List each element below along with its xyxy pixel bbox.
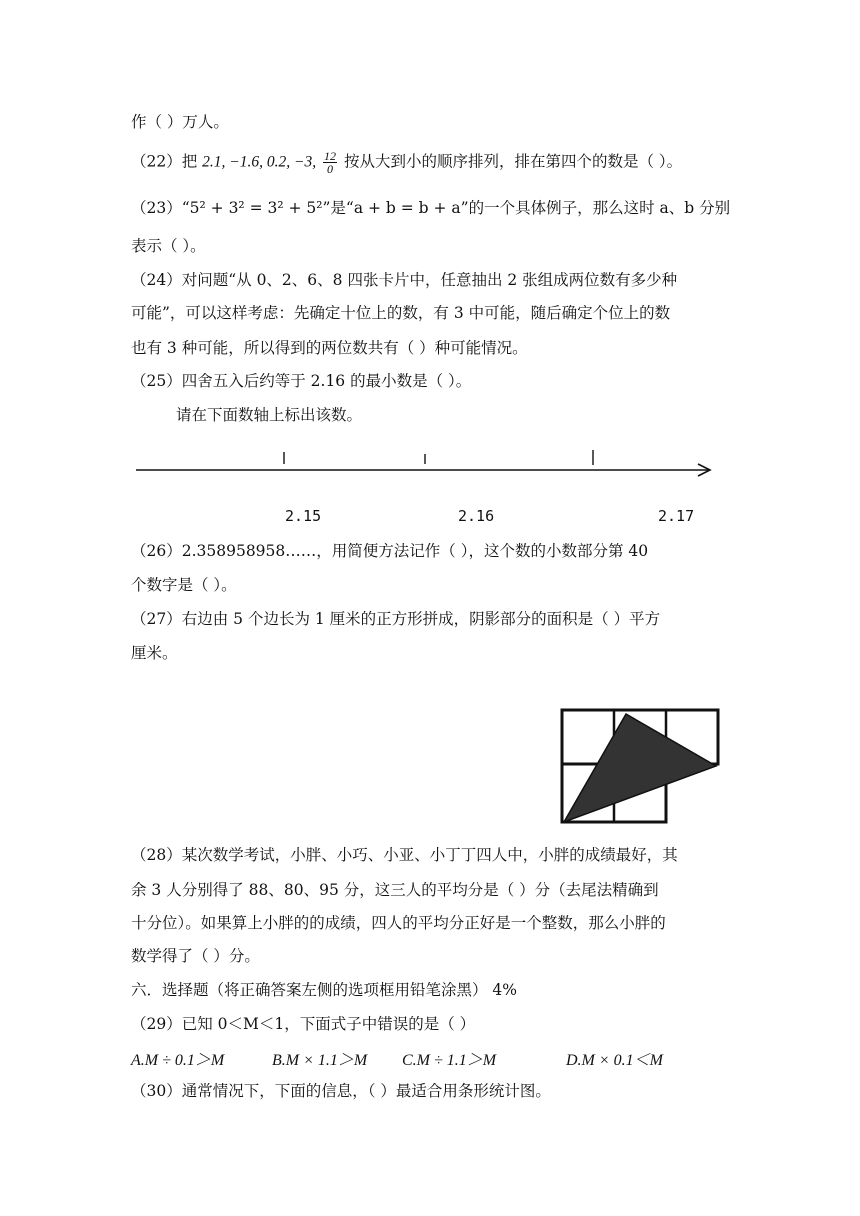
q28-line2: 余 3 人分别得了 88、80、95 分，这三人的平均分是（ ）分（去尾法精确到 — [131, 881, 659, 899]
choice-c[interactable]: C.M ÷ 1.1＞M — [402, 1052, 497, 1069]
choice-b[interactable]: B.M × 1.1＞M — [272, 1052, 368, 1069]
q22-fraction-denominator: 0 — [327, 162, 334, 176]
q26-line2: 个数字是（ ）。 — [131, 576, 237, 594]
q29: （29）已知 0＜M＜1，下面式子中错误的是（ ） — [131, 1015, 476, 1033]
q22-numbers: 2.1, −1.6, 0.2, −3, — [202, 153, 317, 171]
q24-line2: 可能”，可以这样考虑：先确定十位上的数，有 3 中可能，随后确定个位上的数 — [131, 304, 671, 322]
section-six-heading: 六．选择题（将正确答案左侧的选项框用铅笔涂黑） 4% — [131, 981, 518, 999]
shaded-triangle — [564, 714, 716, 822]
q22-prefix: （22）把 — [131, 152, 198, 171]
tick-label-3: 2.17 — [658, 507, 695, 525]
choice-d[interactable]: D.M × 0.1＜M — [566, 1052, 664, 1069]
q23-line1: （23）“5² + 3² = 3² + 5²”是“a + b = b + a”的一个具体例子，那么这时 a、b 分别 — [131, 199, 731, 217]
choice-a[interactable]: A.M ÷ 0.1＞M — [131, 1052, 225, 1069]
q25-line2: 请在下面数轴上标出该数。 — [176, 406, 363, 424]
q27-line2: 厘米。 — [131, 644, 178, 662]
q28-line4: 数学得了（ ）分。 — [131, 947, 260, 965]
q28-line1: （28）某次数学考试，小胖、小巧、小亚、小丁丁四人中，小胖的成绩最好，其 — [131, 846, 678, 864]
squares-figure — [560, 708, 722, 826]
tick-label-2: 2.16 — [458, 507, 495, 525]
q25-line1: （25）四舍五入后约等于 2.16 的最小数是（ ）。 — [131, 372, 472, 390]
q22-fraction — [323, 150, 337, 175]
number-line — [130, 445, 720, 485]
q23-line2: 表示（ ）。 — [131, 237, 206, 255]
q24-line1: （24）对问题“从 0、2、6、8 四张卡片中，任意抽出 2 张组成两位数有多少种 — [131, 271, 678, 289]
q21-tail: 作（ ）万人。 — [131, 113, 229, 131]
q30: （30）通常情况下，下面的信息，（ ）最适合用条形统计图。 — [131, 1082, 551, 1100]
q24-line3: 也有 3 种可能，所以得到的两位数共有（ ）种可能情况。 — [131, 339, 528, 357]
q28-line3: 十分位）。如果算上小胖的的成绩，四人的平均分正好是一个整数，那么小胖的 — [131, 914, 666, 932]
q22-suffix: 按从大到小的顺序排列，排在第四个的数是（ ）。 — [343, 152, 683, 171]
q26-line1: （26）2.358958958……，用简便方法记作（ ），这个数的小数部分第 40 — [131, 542, 649, 560]
q27-line1: （27）右边由 5 个边长为 1 厘米的正方形拼成，阴影部分的面积是（ ）平方 — [131, 610, 661, 628]
q22 — [131, 150, 682, 175]
tick-label-1: 2.15 — [285, 507, 322, 525]
q22-fraction-numerator: 12 — [324, 149, 337, 163]
